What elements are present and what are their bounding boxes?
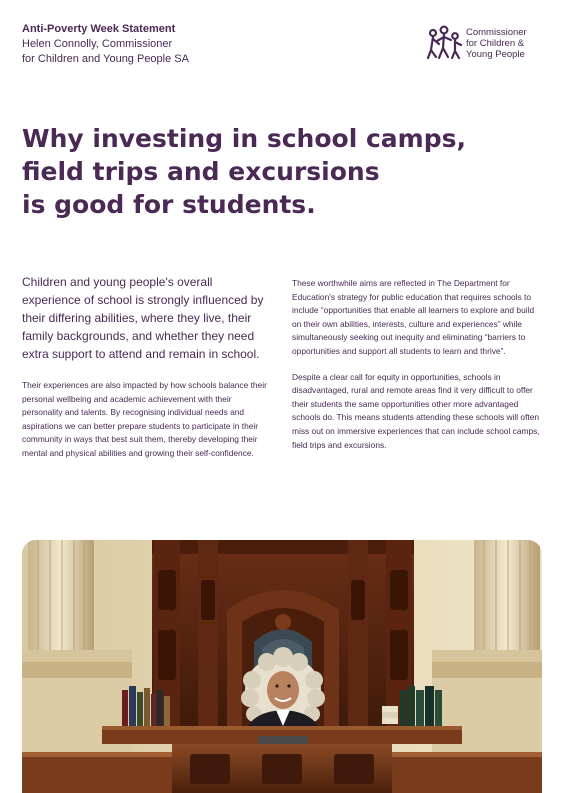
logo-line-2: for Children & (466, 38, 525, 49)
author-line-2: for Children and Young People SA (22, 53, 189, 65)
headline-line-3: is good for students. (22, 190, 316, 219)
courtroom-photo (22, 540, 542, 793)
logo-line-3: Young People (466, 49, 525, 60)
headline-line-2: field trips and excursions (22, 157, 380, 186)
department-strategy-paragraph: These worthwhile aims are reflected in The Department for Education's strategy for public education that requires schools to include “opportunities that enable all learners to explore and build on their own abilities, interests, culture and experiences” while simultaneously seeking out inequity and eliminating “barriers to opportunities and support all students to learn and thrive”. (292, 278, 535, 356)
author-line-1: Helen Connolly, Commissioner (22, 38, 173, 50)
document-header (22, 22, 189, 67)
people-logo-icon (426, 24, 466, 64)
page-headline (22, 122, 492, 221)
headline-line-1: Why investing in school camps, (22, 124, 466, 153)
commissioner-logo (426, 24, 552, 66)
intro-paragraph: Children and young people's overall experience of school is strongly influenced by their differing abilities, where they live, their family backgrounds, and whether they need extra support to attend and remain in school. (22, 275, 264, 361)
statement-title: Anti-Poverty Week Statement (22, 23, 176, 35)
logo-text (466, 27, 556, 60)
courtroom-illustration (22, 540, 542, 793)
equity-paragraph: Despite a clear call for equity in opportunities, schools in disadvantaged, rural and remote areas find it very difficult to offer their students the same opportunities other more advantaged schools do. This means students attending these schools will often miss out on immersive experiences that can include school camps, field trips and excursions. (292, 371, 540, 450)
right-column (292, 277, 542, 464)
left-column (22, 273, 272, 473)
experiences-paragraph: Their experiences are also impacted by how schools balance their personal wellbeing and academic achievement with their personality and talents. By recognising individual needs and aspirations we can better prepare students to participate in their community in ways that best suit them, thereby developing their mental and physical abilities and growing their self-confidence. (22, 380, 267, 458)
logo-line-1: Commissioner (466, 27, 527, 38)
